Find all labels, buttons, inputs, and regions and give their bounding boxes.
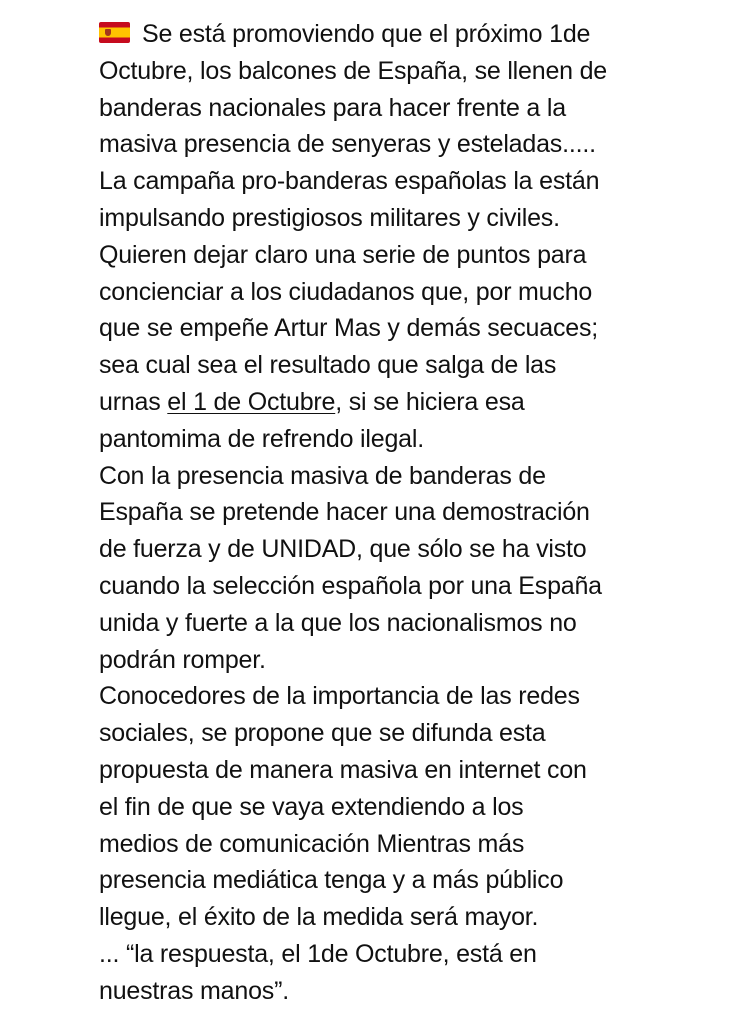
message-line-26: ... “la respuesta, el 1de Octubre, está en	[99, 939, 537, 968]
message-line-19: Conocedores de la importancia de las redes	[99, 682, 580, 711]
message-line-25: llegue, el éxito de la medida será mayor.	[99, 903, 539, 932]
message-line-7: Quieren dejar claro una serie de puntos para	[99, 240, 587, 269]
message-line-17: unida y fuerte a la que los nacionalismos no	[99, 608, 577, 637]
message-line-23: medios de comunicación Mientras más	[99, 829, 525, 858]
message-line-2: Octubre, los balcones de España, se llenen de	[99, 56, 608, 85]
message-line-14: España se pretende hacer una demostración	[99, 498, 590, 527]
message-line-13: Con la presencia masiva de banderas de	[99, 461, 546, 490]
message-text	[99, 16, 659, 1010]
line-11-prefix: urnas	[99, 387, 168, 416]
message-line-27: nuestras manos”.	[99, 976, 289, 1005]
spain-flag-icon	[99, 22, 130, 43]
message-line-3: banderas nacionales para hacer frente a la	[99, 93, 566, 122]
message-line-9: que se empeñe Artur Mas y demás secuaces;	[99, 314, 599, 343]
line-11-suffix: , si se hiciera esa	[335, 387, 525, 416]
date-link[interactable]: el 1 de Octubre	[167, 387, 336, 416]
message-line-20: sociales, se propone que se difunda esta	[99, 719, 546, 748]
message-line-22: el fin de que se vaya extendiendo a los	[99, 792, 524, 821]
message-line-8: concienciar a los ciudadanos que, por mucho	[99, 277, 593, 306]
line-1-text: Se está promoviendo que el próximo 1de	[142, 20, 591, 48]
message-line-12: pantomima de refrendo ilegal.	[99, 424, 424, 453]
message-line-16: cuando la selección española por una España	[99, 571, 602, 600]
message-line-21: propuesta de manera masiva en internet con	[99, 755, 587, 784]
message-line-10: sea cual sea el resultado que salga de las	[99, 351, 557, 380]
message-line-18: podrán romper.	[99, 645, 266, 674]
message-line-1	[99, 16, 659, 53]
message-line-15: de fuerza y de UNIDAD, que sólo se ha visto	[99, 535, 587, 564]
message-line-11	[99, 384, 659, 421]
message-line-24: presencia mediática tenga y a más público	[99, 866, 564, 895]
message-line-5: La campaña pro-banderas españolas la están	[99, 167, 600, 196]
message-line-6: impulsando prestigiosos militares y civiles.	[99, 203, 560, 232]
message-line-4: masiva presencia de senyeras y esteladas.....	[99, 130, 596, 159]
